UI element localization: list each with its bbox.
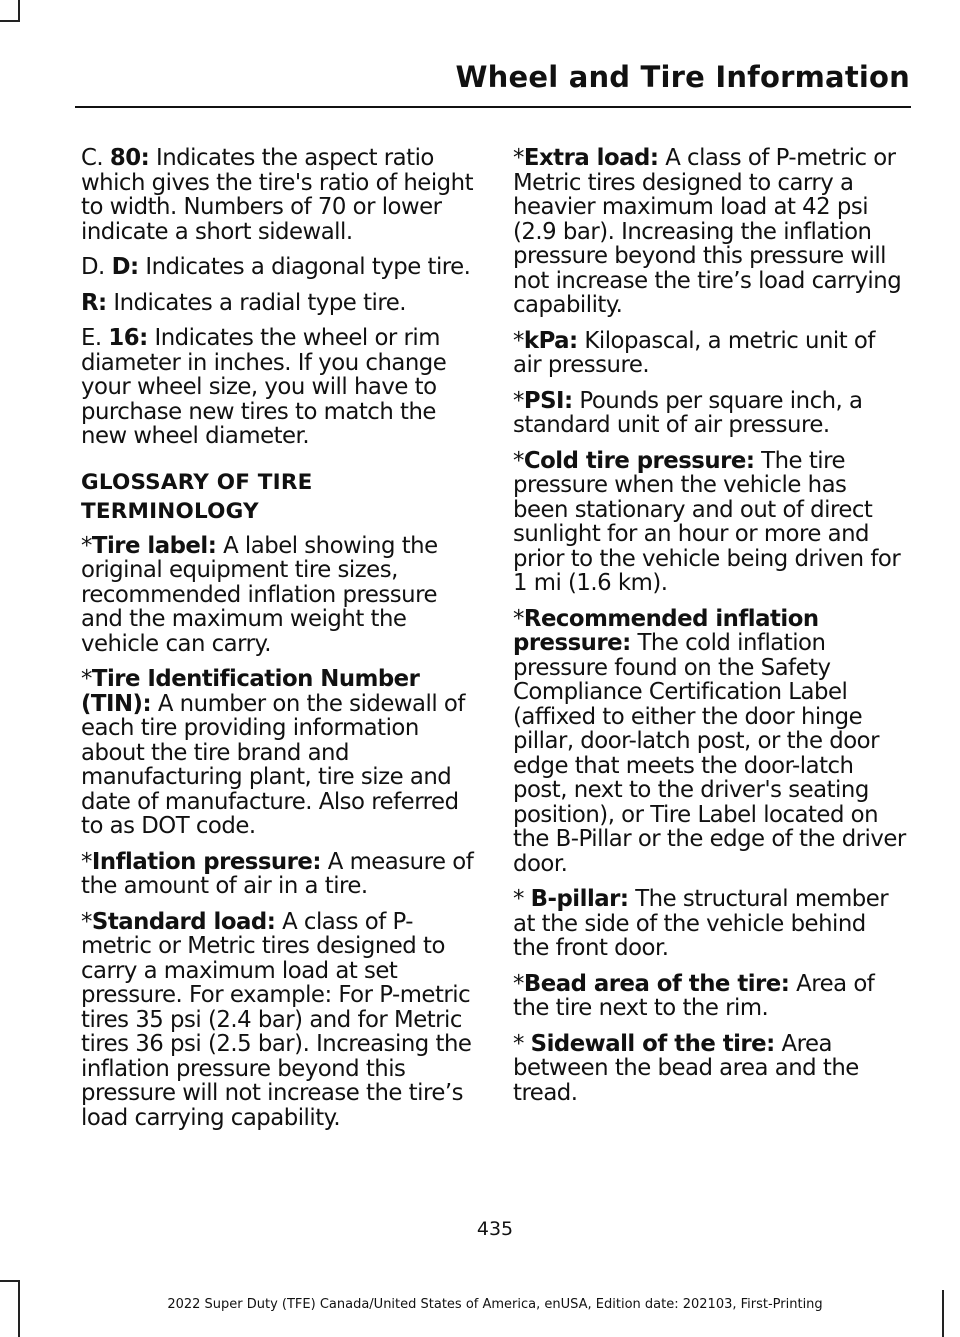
crop-mark-bottom-left-h	[0, 1280, 20, 1282]
right-column	[513, 146, 908, 1116]
entry-lead: *	[81, 848, 92, 875]
entry-lead: *	[513, 145, 524, 171]
section-heading-line-2: TERMINOLOGY	[81, 498, 259, 524]
entry-text: A label showing the original equipment tire sizes, recommended inflation pressure and the maximum weight the vehicle can carry.	[81, 532, 438, 657]
entry-term: kPa:	[523, 327, 578, 354]
entry-term: PSI:	[523, 387, 573, 414]
entry-term: Cold tire pressure:	[523, 447, 755, 474]
glossary-entry	[513, 329, 908, 378]
glossary-entry	[513, 607, 908, 877]
entry-text: Indicates the wheel or rim diameter in inches. If you change your wheel size, you will have to purchase new tires to match the new wheel diameter.	[81, 325, 447, 449]
entry-text: Indicates a diagonal type tire.	[138, 254, 471, 280]
entry-lead: *	[513, 970, 524, 997]
entry-term: R:	[81, 289, 107, 316]
glossary-entry	[81, 291, 476, 316]
crop-mark-top-left-v	[18, 0, 20, 21]
glossary-entry	[81, 534, 476, 657]
entry-term: Bead area of the tire:	[523, 970, 790, 997]
entry-term: Inflation pressure:	[91, 848, 321, 875]
entry-text: The tire pressure when the vehicle has been stationary and out of direct sunlight for an hour or more and prior to the vehicle being driven for 1 mi (1.6 km).	[513, 447, 901, 596]
entry-text: Pounds per square inch, a standard unit of air pressure.	[513, 387, 863, 438]
entry-text: Indicates the aspect ratio which gives the tire's ratio of height to width. Numbers of 70 or lower indicate a short sidewall.	[81, 145, 474, 245]
entry-term: Tire label:	[91, 532, 217, 559]
entry-lead: D.	[81, 254, 112, 280]
entry-term: Tire Identification Number (TIN):	[81, 666, 420, 717]
entry-text: A class of P-metric or Metric tires designed to carry a heavier maximum load at 42 psi (2.9 bar). Increasing the inflation pressure beyond this pressure will not increase the tire’s load carrying capability.	[513, 145, 902, 318]
section-heading	[81, 468, 476, 526]
entry-term: Extra load:	[523, 145, 659, 171]
glossary-entry	[513, 1032, 908, 1106]
entry-lead: *	[513, 1030, 531, 1057]
glossary-entry	[81, 850, 476, 899]
header-divider	[75, 106, 911, 108]
entry-lead: *	[513, 447, 524, 474]
glossary-entry	[513, 146, 908, 318]
glossary-entry	[513, 972, 908, 1021]
glossary-entry	[81, 146, 476, 244]
entry-text: The structural member at the side of the vehicle behind the front door.	[513, 886, 889, 961]
entry-term: 16:	[108, 325, 148, 351]
entry-term: Sidewall of the tire:	[530, 1030, 775, 1057]
entry-text: Area of the tire next to the rim.	[513, 970, 875, 1021]
entry-lead: *	[81, 908, 92, 935]
page-number: 435	[476, 1218, 514, 1240]
entry-text: Kilopascal, a metric unit of air pressure.	[513, 327, 875, 378]
entry-text: A class of P-metric or Metric tires designed to carry a maximum load at set pressure. For example: For P-metric tires 35 psi (2.4 bar) and for Metric tires 36 psi (2.5 bar). Increasing the inflation pressure beyond this pressure will not increase the tire’s load carrying capability.	[81, 908, 472, 1131]
entry-text: Area between the bead area and the tread.	[513, 1030, 859, 1106]
entry-lead: *	[513, 387, 524, 414]
left-column	[81, 146, 476, 1141]
entry-term: B-pillar:	[530, 886, 629, 912]
page-header-title: Wheel and Tire Information	[455, 60, 910, 94]
entry-text: Indicates a radial type tire.	[106, 289, 406, 316]
glossary-entry	[81, 326, 476, 449]
entry-text: The cold inflation pressure found on the Safety Compliance Certification Label (affixed to either the door hinge pillar, door-latch post, or the door edge that meets the door-latch post, next to the driver's seating position), or Tire Label located on the B-Pillar or the edge of the driver door.	[513, 630, 906, 877]
entry-term: 80:	[109, 145, 150, 171]
section-heading-line-1: GLOSSARY OF TIRE	[81, 469, 313, 495]
glossary-entry	[513, 887, 908, 961]
glossary-entry	[513, 449, 908, 596]
glossary-entry	[81, 667, 476, 839]
entry-term: Standard load:	[91, 908, 276, 935]
entry-lead: C.	[81, 145, 110, 171]
entry-lead: *	[513, 605, 524, 632]
entry-term: Recommended inflation pressure:	[513, 605, 819, 656]
glossary-entry	[81, 255, 476, 280]
page-footer: 2022 Super Duty (TFE) Canada/United States of America, enUSA, Edition date: 202103, First-Printing	[167, 1297, 823, 1312]
glossary-entry	[81, 910, 476, 1131]
entry-lead: *	[81, 532, 92, 559]
entry-lead: *	[513, 886, 531, 912]
entry-lead: *	[513, 327, 524, 354]
entry-lead: *	[81, 666, 92, 692]
entry-term: D:	[111, 254, 139, 280]
entry-text: A number on the sidewall of each tire providing information about the tire brand and manufacturing plant, tire size and date of manufacture. Also referred to as DOT code.	[81, 690, 465, 839]
entry-lead: E.	[81, 325, 109, 351]
entry-text: A measure of the amount of air in a tire.	[81, 848, 474, 899]
crop-mark-top-left-h	[0, 20, 20, 22]
glossary-entry	[513, 389, 908, 438]
